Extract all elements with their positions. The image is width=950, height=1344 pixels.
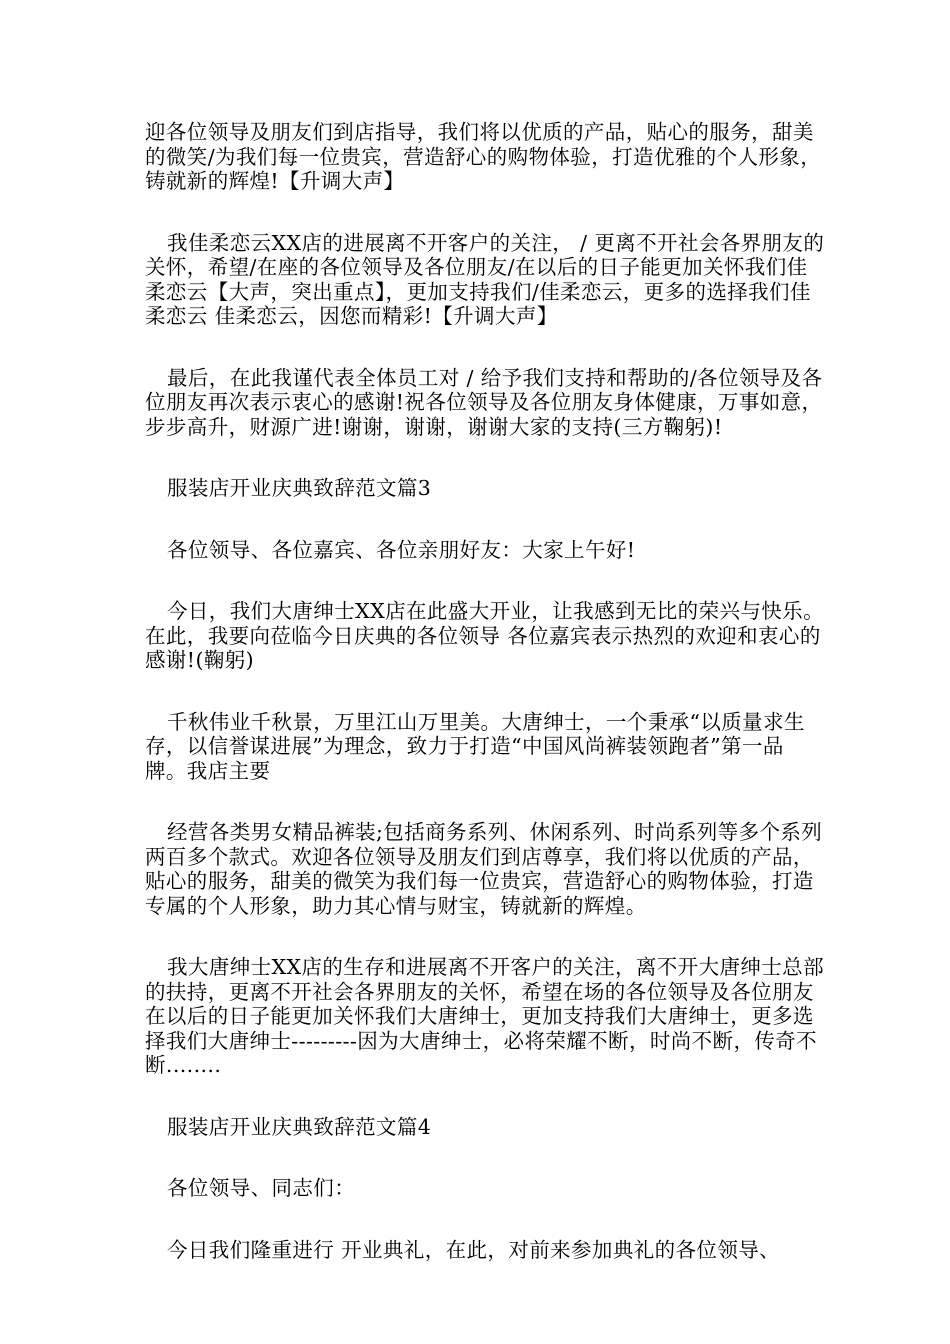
section-heading: 服装店开业庆典致辞范文篇3 xyxy=(167,476,432,500)
paragraph: 千秋伟业千秋景，万里江山万里美。大唐绅士，一个秉承“以质量求生存，以信誉谋进展”为理念，致力于打造“中国风尚裤装领跑者”第一品牌。我店主要 xyxy=(145,709,805,783)
paragraph: 经营各类男女精品裤装;包括商务系列、休闲系列、时尚系列等多个系列两百多个款式。欢迎各位领导及朋友们到店尊享，我们将以优质的产品，贴心的服务，甜美的微笑为我们每一位贵宾，营造舒心的购物体验，打造专属的个人形象，助力其心情与财宝，铸就新的辉煌。 xyxy=(145,820,823,918)
paragraph: 迎各位领导及朋友们到店指导，我们将以优质的产品，贴心的服务，甜美的微笑/为我们每一位贵宾，营造舒心的购物体验，打造优雅的个人形象，铸就新的辉煌!【升调大声】 xyxy=(145,120,822,193)
paragraph: 今日我们隆重进行 开业典礼，在此，对前来参加典礼的各位领导、 xyxy=(167,1237,781,1262)
paragraph: 我佳柔恋云XX店的进展离不开客户的关注， / 更离不开社会各界朋友的关怀，希望/在座的各位领导及各位朋友/在以后的日子能更加关怀我们佳柔恋云【大声，突出重点】，更加支持我们/佳柔恋云，更多的选择我们佳柔恋云 佳柔恋云，因您而精彩!【升调大声】 xyxy=(145,230,825,328)
paragraph: 各位领导、各位嘉宾、各位亲朋好友：大家上午好! xyxy=(167,537,636,562)
paragraph: 我大唐绅士XX店的生存和进展离不开客户的关注，离不开大唐绅士总部的扶持，更离不开社会各界朋友的关怀，希望在场的各位领导及各位朋友在以后的日子能更加关怀我们大唐绅士，更加支持我们大唐绅士，更多选择我们大唐绅士---------因为大唐绅士，必将荣耀不断，时尚不断，传奇不断........ xyxy=(145,955,824,1077)
paragraph: 今日，我们大唐绅士XX店在此盛大开业，让我感到无比的荣兴与快乐。在此，我要向莅临今日庆典的各位领导 各位嘉宾表示热烈的欢迎和衷心的感谢!(鞠躬) xyxy=(145,599,824,672)
paragraph: 最后，在此我谨代表全体员工对 / 给予我们支持和帮助的/各位领导及各位朋友再次表示衷心的感谢!祝各位领导及各位朋友身体健康，万事如意，步步高升，财源广进!谢谢，谢谢，谢谢大家的支持(三方鞠躬)! xyxy=(145,365,823,439)
document-body xyxy=(145,120,825,1299)
paragraph: 各位领导、同志们： xyxy=(167,1176,356,1200)
section-heading: 服装店开业庆典致辞范文篇4 xyxy=(167,1114,432,1139)
